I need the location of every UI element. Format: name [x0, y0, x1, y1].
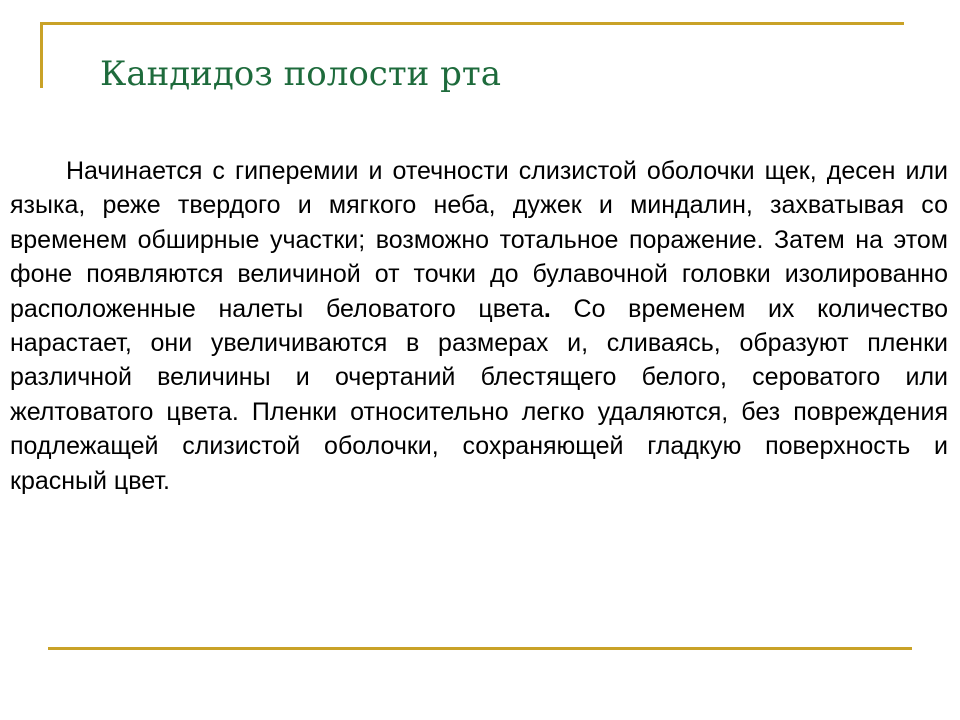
body-text-part2: Со временем их количество нарастает, они увеличиваются в размерах и, сливаясь, образуют пленки различной величины и очертаний блестящего белого, сероватого или желтоватого цвета. Пленки относительно легко удаляются, без повреждения подлежащей слизистой оболочки, сохраняющей гладкую поверхность и красный цвет. — [10, 294, 948, 495]
frame-top-line — [40, 22, 904, 25]
frame-left-line — [40, 22, 43, 88]
body-bold-period: . — [543, 294, 551, 323]
body-paragraph — [10, 154, 948, 498]
frame-bottom-line — [48, 647, 912, 650]
slide-title: Кандидоз полости рта — [100, 54, 501, 94]
body-text-part1: Начинается с гиперемии и отечности слизистой оболочки щек, десен или языка, реже твердого и мягкого неба, дужек и миндалин, захватывая со временем обширные участки; возможно тотальное поражение. Затем на этом фоне появляются величиной от точки до булавочной головки изолированно расположенные налеты беловатого цвета — [10, 157, 948, 323]
